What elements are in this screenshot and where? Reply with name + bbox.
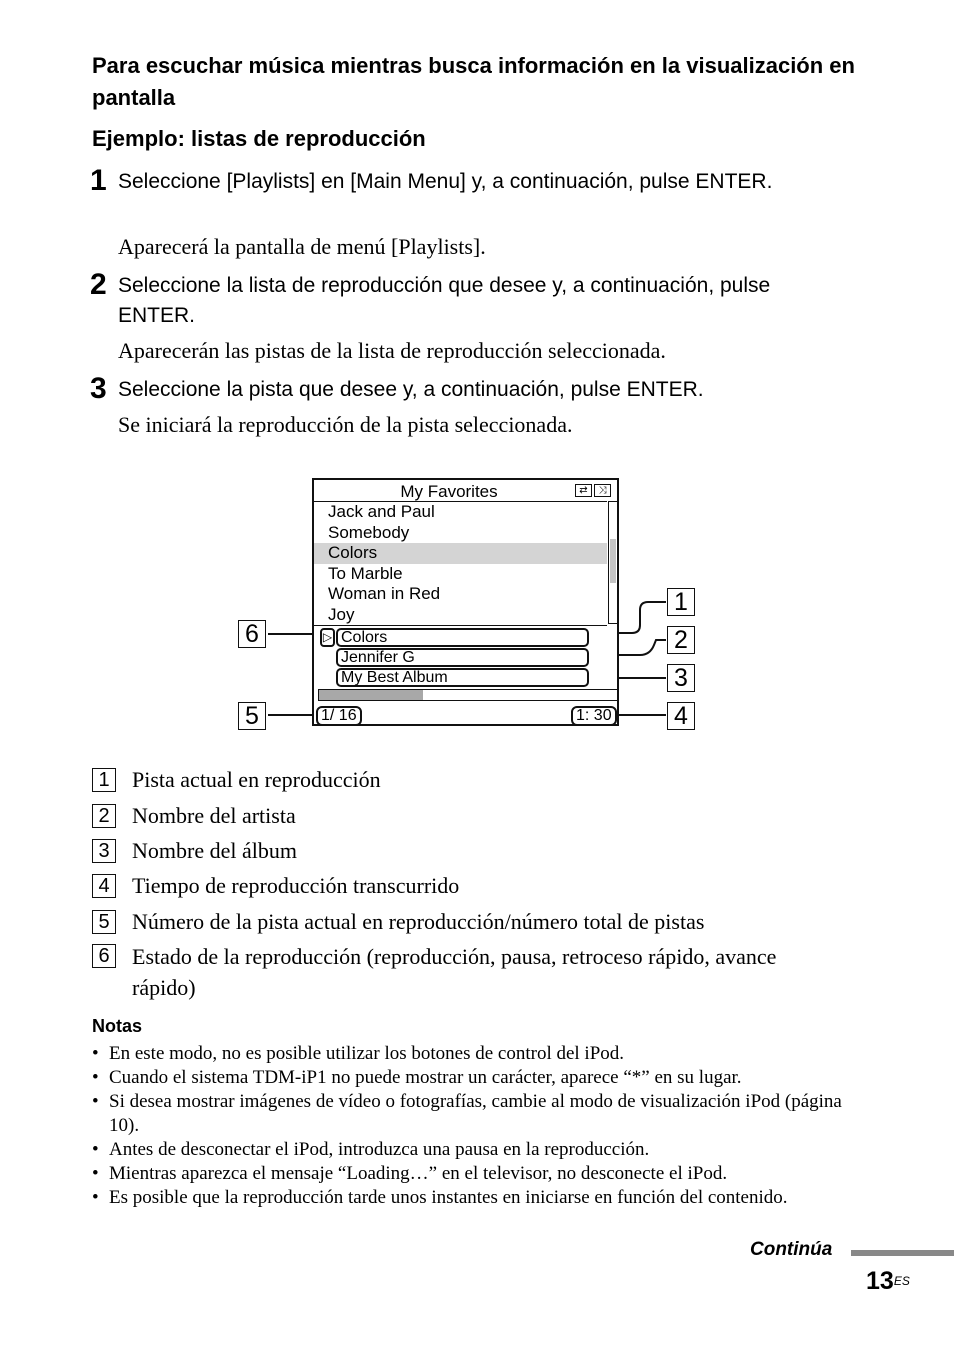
shuffle-icon: ⤨ — [594, 484, 611, 497]
note-text: Antes de desconectar el iPod, introduzca una pausa en la reproducción. — [109, 1139, 650, 1160]
legend-number: 2 — [92, 804, 116, 828]
step-text-1: Seleccione [Playlists] en [Main Menu] y, a continuación, pulse ENTER. — [118, 170, 773, 193]
legend-text: Nombre del álbum — [132, 838, 297, 863]
note-text: Si desea mostrar imágenes de vídeo o fotografías, cambie al modo de visualización iPod (página 10). — [109, 1091, 842, 1136]
legend-number: 6 — [92, 944, 116, 968]
example-heading: Ejemplo: listas de reproducción — [92, 126, 426, 151]
now-playing-artist: Jennifer G — [336, 648, 589, 667]
legend-number: 5 — [92, 910, 116, 934]
note-item — [92, 1186, 852, 1234]
play-state-icon: ▷ — [320, 628, 335, 647]
legend-text: Pista actual en reproducción — [132, 767, 381, 792]
note-text: Es posible que la reproducción tarde unos instantes en iniciarse en función del contenido. — [109, 1187, 788, 1208]
note-item — [92, 1042, 852, 1066]
list-item[interactable]: Jack and Paul — [328, 502, 435, 521]
list-item[interactable]: Woman in Red — [328, 584, 441, 604]
note-item — [92, 1138, 852, 1162]
list-scrollbar[interactable] — [608, 501, 617, 624]
legend-number: 4 — [92, 874, 116, 898]
legend-number: 1 — [92, 768, 116, 792]
note-text: Cuando el sistema TDM-iP1 no puede mostrar un carácter, aparece “*” en su lugar. — [109, 1067, 742, 1088]
now-playing-track: Colors — [336, 628, 589, 647]
note-item — [92, 1066, 852, 1090]
list-item[interactable]: To Marble — [328, 563, 403, 583]
step-result-2: Aparecerán las pistas de la lista de reproducción seleccionada. — [118, 338, 666, 363]
legend-item-1 — [92, 765, 852, 795]
legend-text: Número de la pista actual en reproducción/número total de pistas — [132, 909, 705, 934]
page-number — [866, 1266, 910, 1296]
bullet: • — [92, 1187, 99, 1208]
step-number-2: 2 — [90, 268, 107, 301]
callout-3: 3 — [667, 664, 695, 692]
callout-6: 6 — [238, 620, 266, 648]
callout-5: 5 — [238, 702, 266, 730]
legend-text: Nombre del artista — [132, 803, 296, 828]
legend-item-5 — [92, 907, 852, 937]
section-heading: Para escuchar música mientras busca información en la visualización en pantalla — [92, 53, 855, 110]
page-number-value: 13 — [866, 1267, 894, 1295]
elapsed-time: 1: 30 — [571, 706, 617, 726]
legend-item-3 — [92, 836, 852, 866]
legend-text: Tiempo de reproducción transcurrido — [132, 873, 460, 898]
list-item[interactable]: Joy — [328, 604, 355, 624]
mode-icons — [575, 484, 613, 498]
step-number-1: 1 — [90, 164, 107, 197]
page-language-suffix: ES — [893, 1274, 910, 1288]
continue-label: Continúa — [750, 1239, 833, 1260]
bullet: • — [92, 1043, 99, 1064]
playlist-title: My Favorites — [400, 482, 498, 501]
continue-bar — [851, 1250, 954, 1256]
step-text-3: Seleccione la pista que desee y, a continuación, pulse ENTER. — [118, 378, 704, 401]
playback-progress-fill — [319, 690, 423, 700]
playback-progress-bar — [318, 689, 618, 701]
note-text: En este modo, no es posible utilizar los botones de control del iPod. — [109, 1043, 625, 1064]
repeat-icon: ⇄ — [575, 484, 592, 497]
legend-number: 3 — [92, 839, 116, 863]
track-counter: 1/ 16 — [316, 706, 362, 726]
legend-text: Estado de la reproducción (reproducción, pausa, retroceso rápido, avance rápido) — [132, 944, 777, 1000]
scrollbar-thumb[interactable] — [610, 539, 616, 583]
bullet: • — [92, 1067, 99, 1088]
legend-item-4 — [92, 871, 852, 901]
step-text-2: Seleccione la lista de reproducción que desee y, a continuación, pulse ENTER. — [118, 274, 771, 327]
now-playing-album: My Best Album — [336, 668, 589, 687]
legend-item-2 — [92, 801, 852, 831]
bullet: • — [92, 1163, 99, 1184]
note-item — [92, 1090, 852, 1138]
note-item — [92, 1162, 852, 1186]
callout-1: 1 — [667, 588, 695, 616]
bullet: • — [92, 1139, 99, 1160]
step-result-3: Se iniciará la reproducción de la pista seleccionada. — [118, 412, 573, 437]
ipod-screen-diagram — [312, 478, 619, 726]
note-text: Mientras aparezca el mensaje “Loading…” en el televisor, no desconecte el iPod. — [109, 1163, 728, 1184]
track-list — [314, 501, 607, 626]
callout-2: 2 — [667, 626, 695, 654]
bullet: • — [92, 1091, 99, 1112]
list-item-selected[interactable]: Colors — [314, 543, 607, 564]
notes-title: Notas — [92, 1016, 143, 1036]
legend-item-6 — [92, 941, 852, 1003]
callout-4: 4 — [667, 702, 695, 730]
step-result-1: Aparecerá la pantalla de menú [Playlists]. — [118, 234, 486, 259]
list-item[interactable]: Somebody — [328, 522, 410, 542]
step-number-3: 3 — [90, 372, 107, 405]
